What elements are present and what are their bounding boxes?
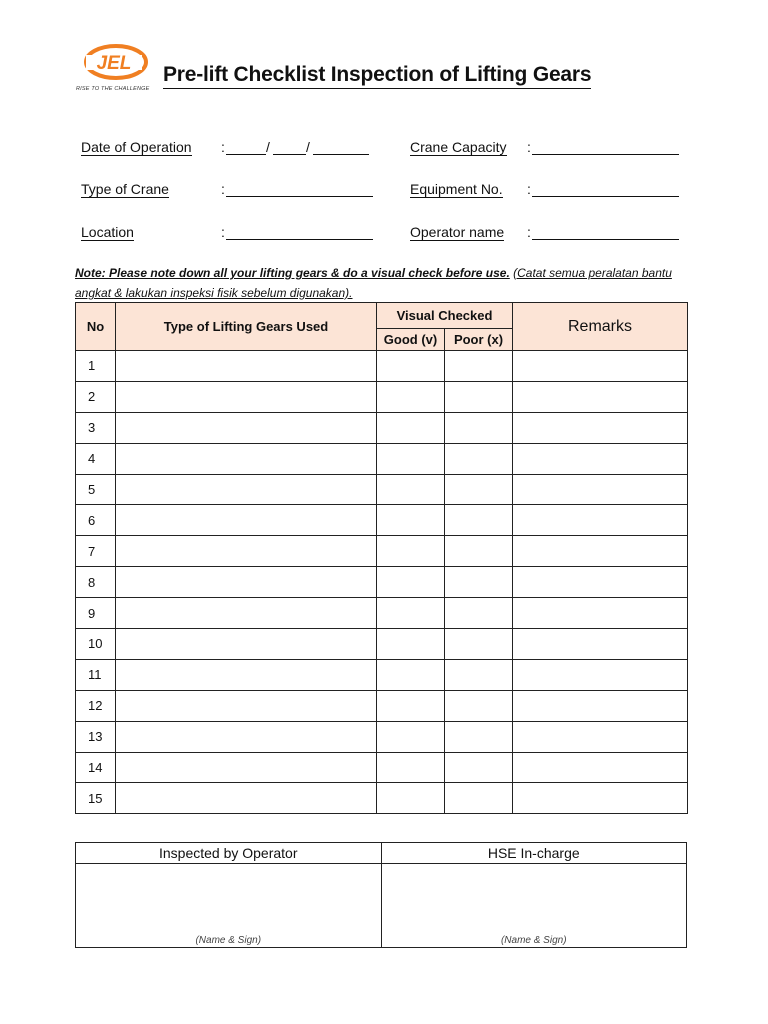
good-check-cell[interactable] [377,474,445,505]
header-type: Type of Lifting Gears Used [116,303,377,351]
equipment-colon: : [527,181,531,197]
signature-table [75,842,687,948]
row-number: 14 [76,752,116,783]
gear-type-cell[interactable] [116,412,377,443]
crane-capacity-label: Crane Capacity [410,139,507,155]
table-row [76,351,688,382]
good-check-cell[interactable] [377,351,445,382]
good-check-cell[interactable] [377,629,445,660]
poor-check-cell[interactable] [445,474,513,505]
good-check-cell[interactable] [377,536,445,567]
operator-signature-box[interactable] [76,864,382,948]
gear-type-cell[interactable] [116,598,377,629]
remarks-cell[interactable] [513,629,688,660]
remarks-cell[interactable] [513,783,688,814]
remarks-cell[interactable] [513,381,688,412]
poor-check-cell[interactable] [445,381,513,412]
table-row [76,443,688,474]
gear-type-cell[interactable] [116,690,377,721]
table-row [76,659,688,690]
row-number: 13 [76,721,116,752]
note-english: Note: Please note down all your lifting gears & do a visual check before use. [75,266,510,280]
poor-check-cell[interactable] [445,412,513,443]
hse-sign-hint: (Name & Sign) [500,935,567,946]
table-row [76,598,688,629]
company-logo [76,42,154,96]
table-row [76,412,688,443]
table-row [76,783,688,814]
operator-name-field[interactable] [532,225,679,240]
page-title: Pre-lift Checklist Inspection of Lifting Gears [163,63,591,89]
date-colon: : [221,139,225,155]
remarks-cell[interactable] [513,598,688,629]
good-check-cell[interactable] [377,505,445,536]
remarks-cell[interactable] [513,752,688,783]
crane-capacity-field[interactable] [532,140,679,155]
gear-type-cell[interactable] [116,381,377,412]
table-row [76,752,688,783]
gear-type-cell[interactable] [116,567,377,598]
row-number: 4 [76,443,116,474]
table-row [76,505,688,536]
poor-check-cell[interactable] [445,598,513,629]
table-row [76,721,688,752]
equipment-no-label: Equipment No. [410,181,503,197]
date-month-field[interactable] [273,140,306,155]
poor-check-cell[interactable] [445,567,513,598]
remarks-cell[interactable] [513,690,688,721]
type-colon: : [221,181,225,197]
row-number: 7 [76,536,116,567]
gear-type-cell[interactable] [116,505,377,536]
row-number: 8 [76,567,116,598]
gear-type-cell[interactable] [116,721,377,752]
poor-check-cell[interactable] [445,752,513,783]
equipment-no-field[interactable] [532,182,679,197]
header-no: No [76,303,116,351]
svg-text:JEL: JEL [96,53,132,74]
good-check-cell[interactable] [377,412,445,443]
gear-type-cell[interactable] [116,629,377,660]
row-number: 1 [76,351,116,382]
gear-type-cell[interactable] [116,659,377,690]
hse-signature-header: HSE In-charge [381,843,687,864]
remarks-cell[interactable] [513,659,688,690]
remarks-cell[interactable] [513,567,688,598]
row-number: 11 [76,659,116,690]
remarks-cell[interactable] [513,721,688,752]
type-of-crane-field[interactable] [226,182,373,197]
poor-check-cell[interactable] [445,443,513,474]
good-check-cell[interactable] [377,659,445,690]
table-row [76,629,688,660]
header-poor: Poor (x) [445,329,513,351]
row-number: 3 [76,412,116,443]
date-day-field[interactable] [226,140,266,155]
header-remarks: Remarks [513,303,688,351]
table-row [76,381,688,412]
table-row [76,536,688,567]
good-check-cell[interactable] [377,443,445,474]
good-check-cell[interactable] [377,567,445,598]
good-check-cell[interactable] [377,381,445,412]
row-number: 2 [76,381,116,412]
note-malay: (Catat semua peralatan bantu angkat & lakukan inspeksi fisik sebelum digunakan). [75,266,672,300]
row-number: 9 [76,598,116,629]
remarks-cell[interactable] [513,536,688,567]
capacity-colon: : [527,139,531,155]
hse-signature-box[interactable] [381,864,687,948]
remarks-cell[interactable] [513,505,688,536]
table-row [76,474,688,505]
table-row [76,567,688,598]
poor-check-cell[interactable] [445,659,513,690]
date-year-field[interactable] [313,140,369,155]
logo-tagline: RISE TO THE CHALLENGE [76,86,150,92]
operator-colon: : [527,224,531,240]
table-row [76,690,688,721]
gear-type-cell[interactable] [116,783,377,814]
row-number: 10 [76,629,116,660]
good-check-cell[interactable] [377,690,445,721]
remarks-cell[interactable] [513,474,688,505]
poor-check-cell[interactable] [445,629,513,660]
remarks-cell[interactable] [513,351,688,382]
row-number: 12 [76,690,116,721]
gear-type-cell[interactable] [116,474,377,505]
location-colon: : [221,224,225,240]
gear-type-cell[interactable] [116,443,377,474]
row-number: 6 [76,505,116,536]
poor-check-cell[interactable] [445,351,513,382]
jel-logo-icon [76,42,154,84]
good-check-cell[interactable] [377,721,445,752]
location-field[interactable] [226,225,373,240]
poor-check-cell[interactable] [445,690,513,721]
row-number: 5 [76,474,116,505]
good-check-cell[interactable] [377,752,445,783]
operator-sign-hint: (Name & Sign) [195,935,262,946]
type-of-crane-label: Type of Crane [81,181,169,197]
operator-signature-header: Inspected by Operator [76,843,382,864]
date-of-operation-label: Date of Operation [81,139,192,155]
good-check-cell[interactable] [377,783,445,814]
row-number: 15 [76,783,116,814]
header-visual-checked: Visual Checked [377,303,513,329]
poor-check-cell[interactable] [445,505,513,536]
instruction-note [75,263,690,303]
poor-check-cell[interactable] [445,721,513,752]
remarks-cell[interactable] [513,412,688,443]
gear-type-cell[interactable] [116,752,377,783]
location-label: Location [81,224,134,240]
remarks-cell[interactable] [513,443,688,474]
good-check-cell[interactable] [377,598,445,629]
operator-name-label: Operator name [410,224,505,240]
poor-check-cell[interactable] [445,536,513,567]
poor-check-cell[interactable] [445,783,513,814]
lifting-gear-table [75,302,688,814]
gear-type-cell[interactable] [116,351,377,382]
header-good: Good (v) [377,329,445,351]
gear-type-cell[interactable] [116,536,377,567]
